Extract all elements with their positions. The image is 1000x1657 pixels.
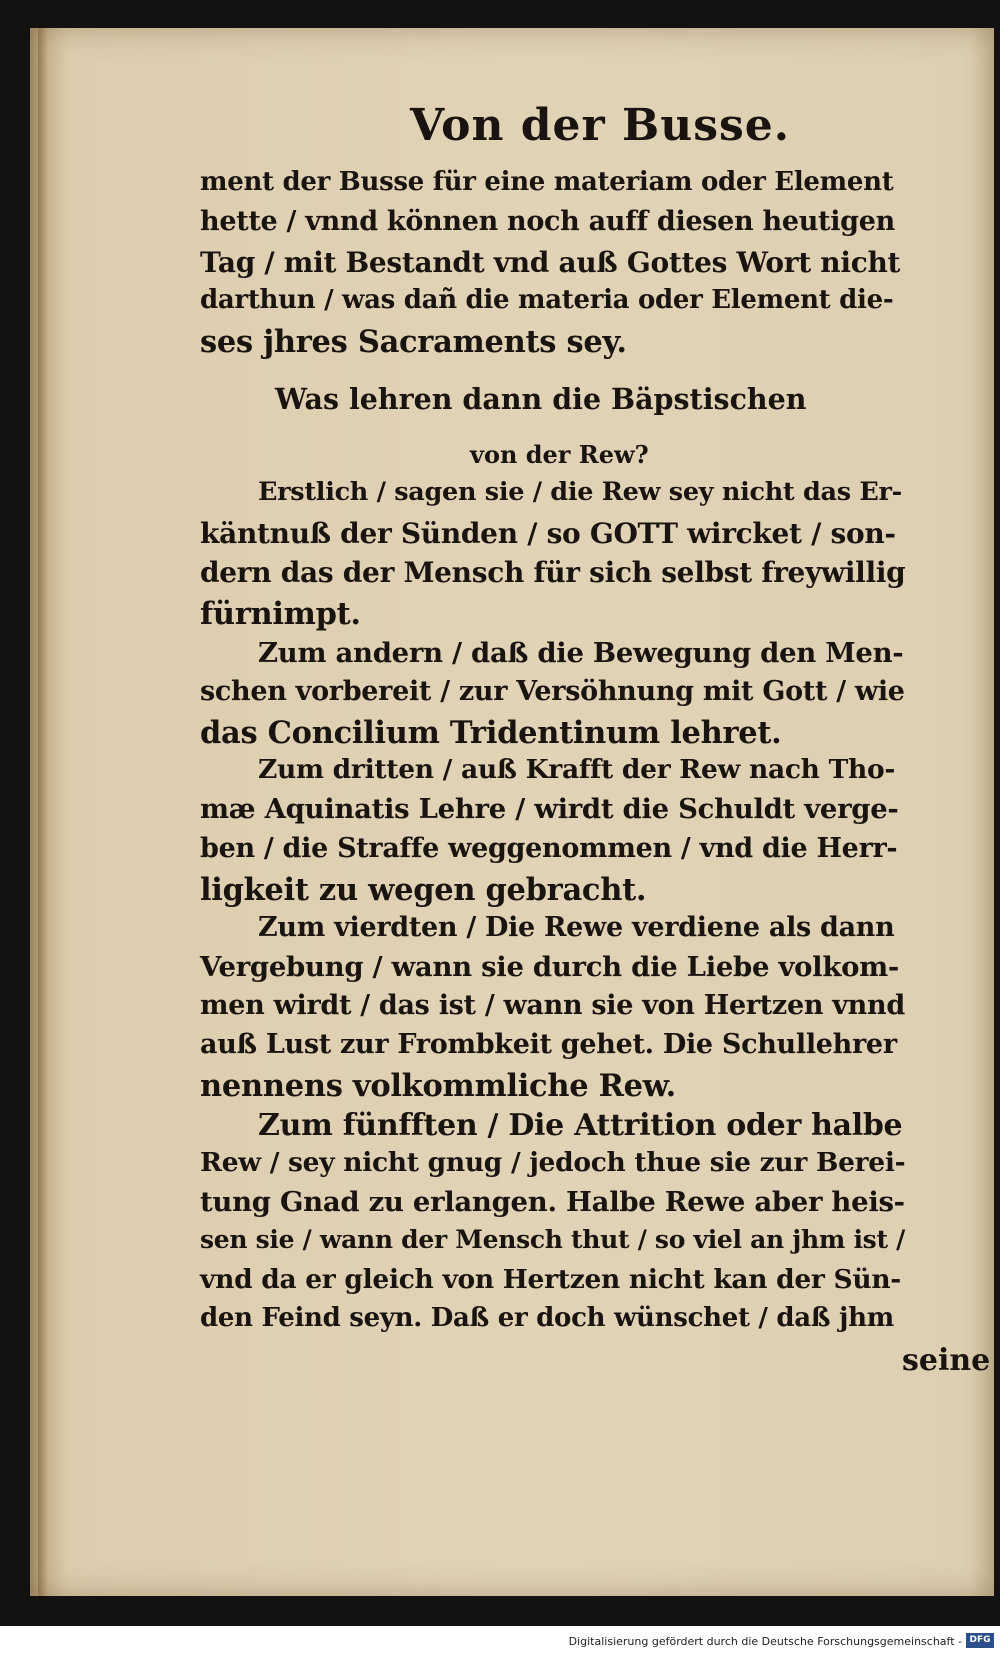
section-heading: Was lehren dann die Bäpstischen [275,382,807,416]
text-line: käntnuß der Sünden / so GOTT wircket / son- [200,517,896,550]
text-line: Vergebung / wann sie durch die Liebe volkom- [200,951,900,983]
text-line: Tag / mit Bestandt vnd auß Gottes Wort nicht [200,246,901,279]
text-line: ment der Busse für eine materiam oder Element [200,167,894,197]
text-line: den Feind seyn. Daß er doch wünschet / daß jhm [200,1303,894,1333]
text-line: darthun / was dañ die materia oder Element die- [200,285,894,315]
catchword: seine [902,1343,991,1378]
text-line: ses jhres Sacraments sey. [200,324,627,360]
running-head: Von der Busse. [410,100,791,151]
footer-bar [0,1626,1000,1657]
text-line: ligkeit zu wegen gebracht. [200,872,647,908]
text-line: dern das der Mensch für sich selbst freywillig [200,556,906,589]
text-line: Zum dritten / auß Krafft der Rew nach Tho- [258,754,896,785]
text-line: Zum fünfften / Die Attrition oder halbe [258,1108,903,1143]
text-line: schen vorbereit / zur Versöhnung mit Gott / wie [200,676,905,707]
text-line: Erstlich / sagen sie / die Rew sey nicht das Er- [258,477,902,507]
footer-credit: Digitalisierung gefördert durch die Deutsche Forschungsgemeinschaft - [568,1635,962,1648]
text-line: mæ Aquinatis Lehre / wirdt die Schuldt verge- [200,793,899,825]
text-line: Rew / sey nicht gnug / jedoch thue sie zur Berei- [200,1147,906,1178]
dfg-logo: DFG [966,1633,994,1648]
text-line: auß Lust zur Frombkeit gehet. Die Schullehrer [200,1029,897,1060]
text-line: hette / vnnd können noch auff diesen heutigen [200,206,895,237]
text-line: men wirdt / das ist / wann sie von Hertzen vnnd [200,990,905,1021]
text-line: ben / die Straffe weggenommen / vnd die Herr- [200,833,898,864]
text-line: das Concilium Tridentinum lehret. [200,715,782,751]
text-line: Zum vierdten / Die Rewe verdiene als dann [258,912,895,943]
page-gutter-shadow [38,28,48,1596]
section-subheading: von der Rew? [470,440,649,469]
text-line: vnd da er gleich von Hertzen nicht kan der Sün- [200,1264,901,1295]
text-line: fürnimpt. [200,596,361,632]
text-line: tung Gnad zu erlangen. Halbe Rewe aber heis- [200,1186,905,1218]
text-line: sen sie / wann der Mensch thut / so viel an jhm ist / [200,1225,905,1254]
text-line: Zum andern / daß die Bewegung den Men- [258,637,904,669]
text-line: nennens volkommliche Rew. [200,1068,676,1104]
